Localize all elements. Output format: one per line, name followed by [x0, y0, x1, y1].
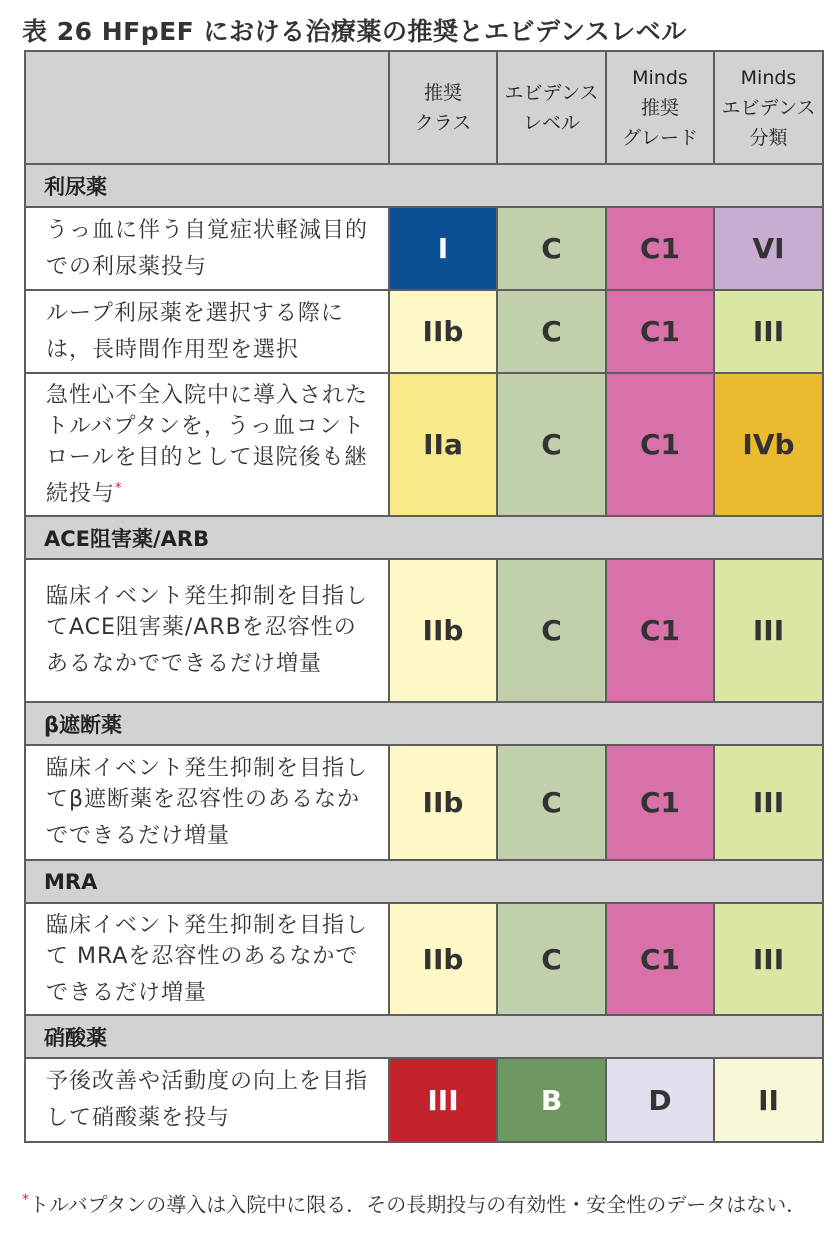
column-header-minds-evidence-class: Minds エビデンス 分類 — [715, 52, 822, 163]
minds-evidence-class-value: IVb — [715, 374, 822, 515]
minds-grade-value: C1 — [607, 904, 713, 1014]
recommendation-text — [26, 1059, 388, 1141]
header-blank-cell — [26, 52, 388, 163]
recommendation-text — [26, 904, 388, 1014]
minds-evidence-class-value: III — [715, 746, 822, 859]
footnote-mark: * — [115, 480, 123, 496]
evidence-level-value: C — [498, 746, 605, 859]
minds-grade-value: C1 — [607, 208, 713, 289]
section-header: β遮断薬 — [26, 703, 822, 744]
footnote-text: トルバプタンの導入は入院中に限る．その長期投与の有効性・安全性のデータはない． — [29, 1192, 807, 1217]
recommendation-class-value: I — [390, 208, 496, 289]
section-header: 利尿薬 — [26, 165, 822, 206]
footnote-mark: * — [22, 1192, 29, 1208]
minds-grade-value: C1 — [607, 746, 713, 859]
evidence-level-value: C — [498, 374, 605, 515]
minds-evidence-class-value: II — [715, 1059, 822, 1141]
table-title: 表 26 HFpEF における治療薬の推奨とエビデンスレベル — [22, 17, 687, 46]
recommendation-text — [26, 746, 388, 859]
column-header-evidence-level: エビデンス レベル — [498, 52, 605, 163]
recommendation-class-value: III — [390, 1059, 496, 1141]
recommendation-class-value: IIb — [390, 560, 496, 701]
recommendation-text-content: ループ利尿薬を選択する際には，長時間作用型を選択 — [46, 300, 344, 363]
minds-evidence-class-value: III — [715, 560, 822, 701]
minds-evidence-class-value: VI — [715, 208, 822, 289]
minds-grade-value: D — [607, 1059, 713, 1141]
minds-grade-value: C1 — [607, 291, 713, 372]
recommendation-class-value: IIb — [390, 904, 496, 1014]
evidence-level-value: C — [498, 560, 605, 701]
recommendation-text — [26, 291, 388, 372]
minds-evidence-class-value: III — [715, 904, 822, 1014]
evidence-level-value: B — [498, 1059, 605, 1141]
recommendation-text-content: 臨床イベント発生抑制を目指して MRAを忍容性のあるなかでできるだけ増量 — [46, 912, 369, 1006]
column-header-recommendation-class: 推奨 クラス — [390, 52, 496, 163]
recommendation-text-content: 臨床イベント発生抑制を目指してACE阻害薬/ARBを忍容性のあるなかでできるだけ増量 — [46, 584, 369, 677]
minds-grade-value: C1 — [607, 560, 713, 701]
evidence-level-value: C — [498, 208, 605, 289]
recommendation-class-value: IIb — [390, 746, 496, 859]
minds-evidence-class-value: III — [715, 291, 822, 372]
recommendation-text-content: 臨床イベント発生抑制を目指してβ遮断薬を忍容性のあるなかでできるだけ増量 — [46, 756, 369, 849]
recommendation-table — [24, 50, 824, 1143]
minds-grade-value: C1 — [607, 374, 713, 515]
recommendation-text — [26, 560, 388, 701]
recommendation-text-content: うっ血に伴う自覚症状軽減目的での利尿薬投与 — [46, 217, 369, 280]
recommendation-text-content: 予後改善や活動度の向上を目指して硝酸薬を投与 — [46, 1069, 369, 1131]
recommendation-text — [26, 374, 388, 515]
recommendation-text-content: 急性心不全入院中に導入されたトルバプタンを，うっ血コントロールを目的として退院後も継続投与 — [46, 382, 369, 507]
column-header-minds-grade: Minds 推奨 グレード — [607, 52, 713, 163]
section-header: ACE阻害薬/ARB — [26, 517, 822, 558]
evidence-level-value: C — [498, 904, 605, 1014]
footnote — [22, 1184, 822, 1221]
recommendation-class-value: IIb — [390, 291, 496, 372]
recommendation-text — [26, 208, 388, 289]
evidence-level-value: C — [498, 291, 605, 372]
section-header: MRA — [26, 861, 822, 902]
section-header: 硝酸薬 — [26, 1016, 822, 1057]
recommendation-class-value: IIa — [390, 374, 496, 515]
